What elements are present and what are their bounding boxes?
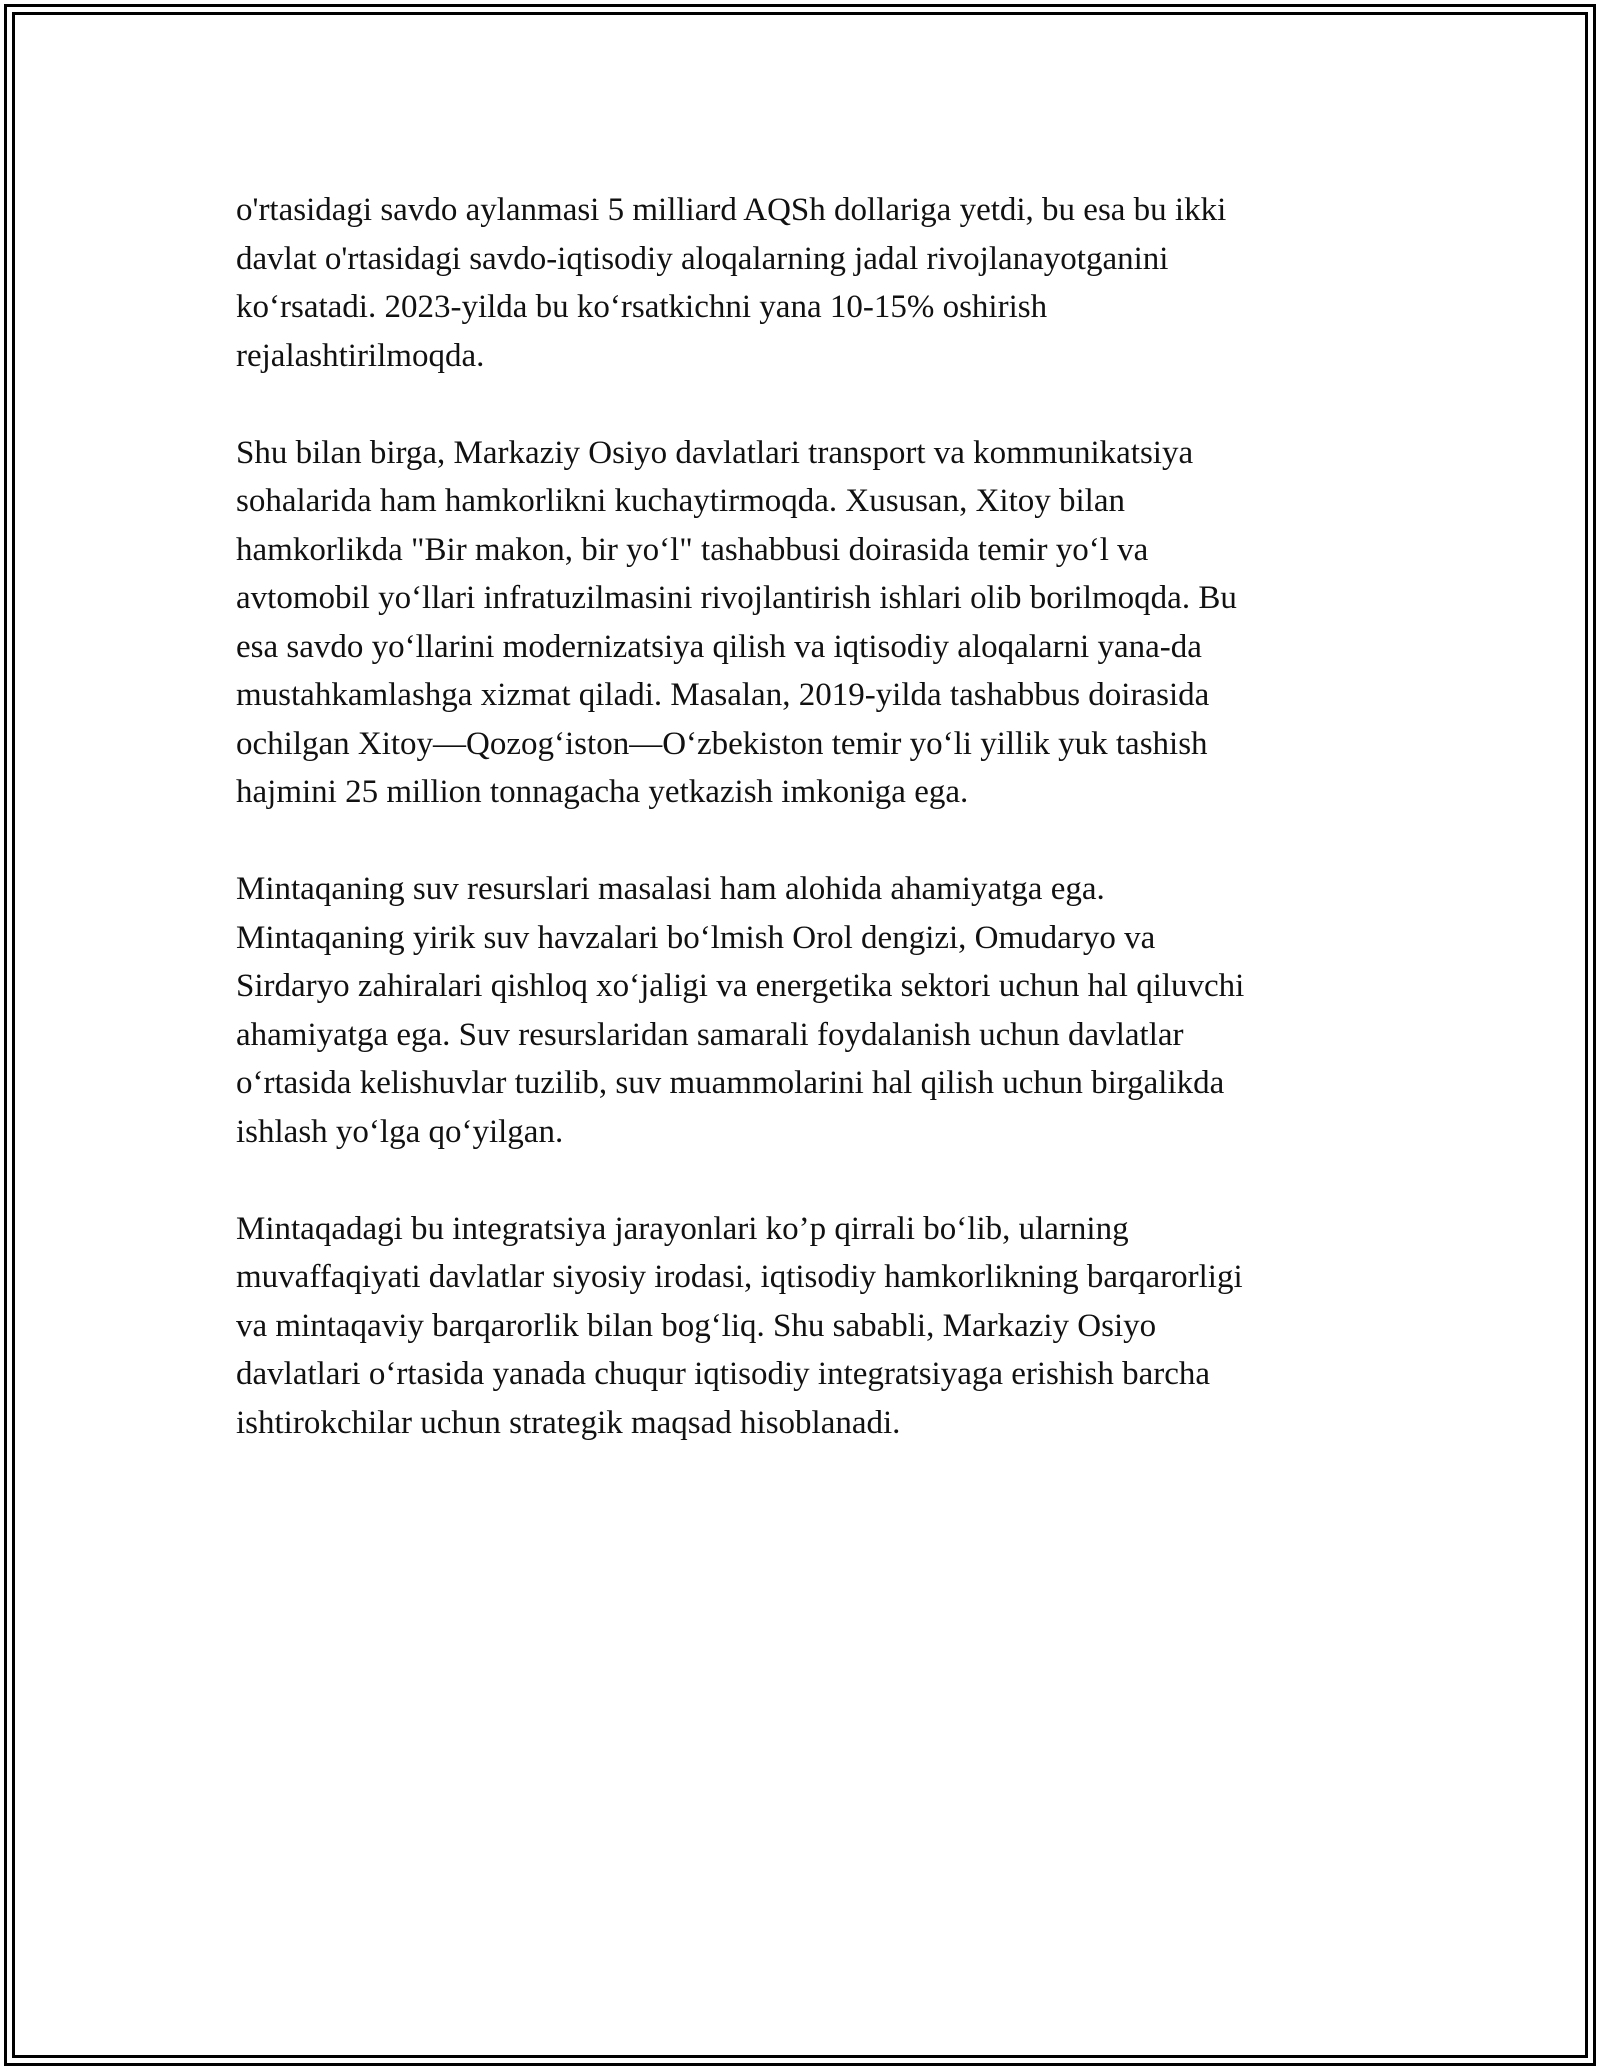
paragraph-transport-cooperation: Shu bilan birga, Markaziy Osiyo davlatlari transport va kommunikatsiya sohalarida ham hamkorlikni kuchaytirmoqda. Xususan, Xitoy bilan hamkorlikda "Bir makon, bir yo‘l" tashabbusi doirasida temir yo‘l va avtomobil yo‘llari infratuzilmasini rivojlantirish ishlari olib borilmoqda. Bu esa savdo yo‘llarini modernizatsiya qilish va iqtisodiy aloqalarni yana-da mustahkamlashga xizmat qiladi. Masalan, 2019-yilda tashabbus doirasida ochilgan Xitoy—Qozog‘iston—O‘zbekiston temir yo‘li yillik yuk tashish hajmini 25 million tonnagacha yetkazish imkoniga ega.	[236, 434, 1237, 810]
document-body	[236, 186, 1366, 1496]
paragraph-integration-conclusion: Mintaqadagi bu integratsiya jarayonlari ko’p qirrali bo‘lib, ularning muvaffaqiyati davlatlar siyosiy irodasi, iqtisodiy hamkorlikning barqarorligi va mintaqaviy barqarorlik bilan bog‘liq. Shu sababli, Markaziy Osiyo davlatlari o‘rtasida yanada chuqur iqtisodiy integratsiyaga erishish barcha ishtirokchilar uchun strategik maqsad hisoblanadi.	[236, 1210, 1243, 1441]
paragraph-trade-turnover: o'rtasidagi savdo aylanmasi 5 milliard AQSh dollariga yetdi, bu esa bu ikki davlat o'rtasidagi savdo-iqtisodiy aloqalarning jadal rivojlanayotganini ko‘rsatadi. 2023-yilda bu ko‘rsatkichni yana 10-15% oshirish rejalashtirilmoqda.	[236, 192, 1227, 374]
paragraph-water-resources: Mintaqaning suv resurslari masalasi ham alohida ahamiyatga ega. Mintaqaning yirik suv havzalari bo‘lmish Orol dengizi, Omudaryo va Sirdaryo zahiralari qishloq xo‘jaligi va energetika sektori uchun hal qiluvchi ahamiyatga ega. Suv resurslaridan samarali foydalanish uchun davlatlar o‘rtasida kelishuvlar tuzilib, suv muammolarini hal qilish uchun birgalikda ishlash yo‘lga qo‘yilgan.	[236, 871, 1245, 1150]
